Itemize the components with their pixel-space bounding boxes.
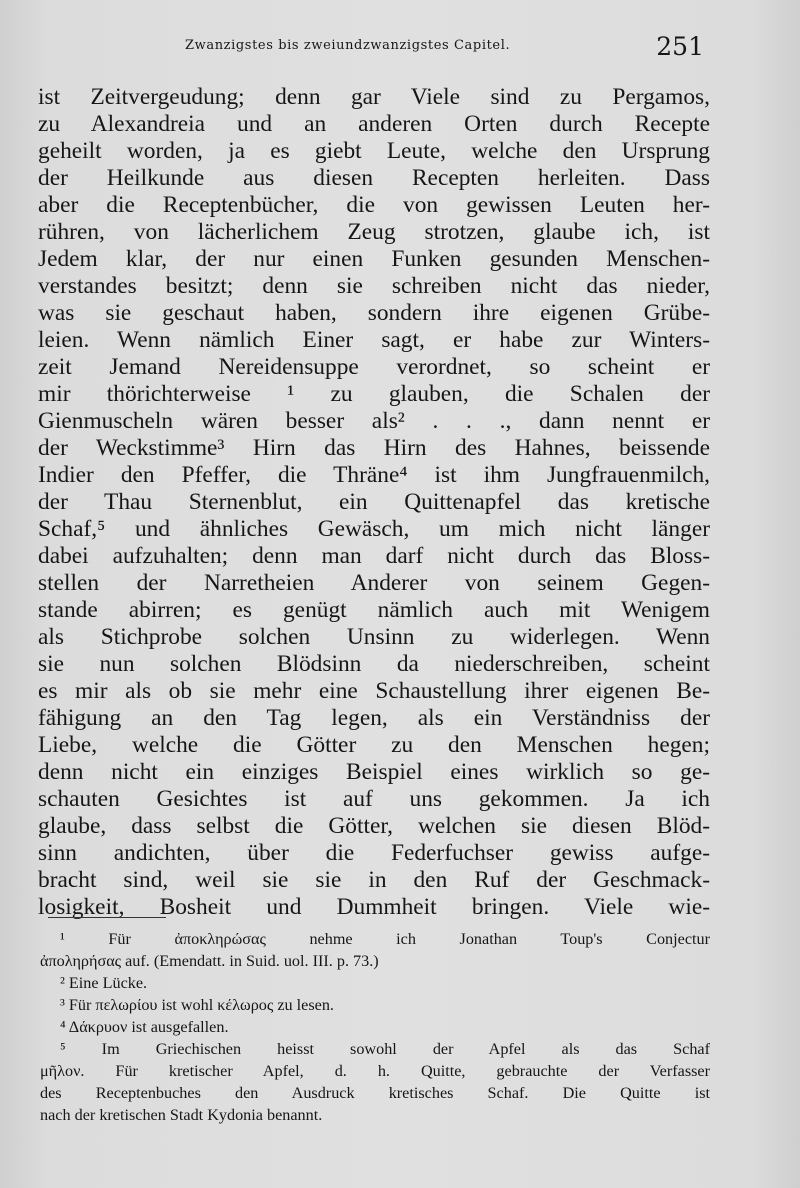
- text-line: schauten Gesichtes ist auf uns gekommen. Ja ich: [38, 786, 710, 812]
- text-line: rühren, von lächerlichem Zeug strotzen, glaube ich, ist: [38, 219, 710, 245]
- text-line: ist Zeitvergeudung; denn gar Viele sind zu Pergamos,: [38, 84, 710, 110]
- footnote-line: nach der kretischen Stadt Kydonia benannt.: [40, 1106, 323, 1124]
- text-line: dabei aufzuhalten; denn man darf nicht durch das Bloss-: [38, 543, 710, 569]
- text-line: Liebe, welche die Götter zu den Menschen hegen;: [38, 732, 710, 758]
- text-line: aber die Receptenbücher, die von gewissen Leuten her-: [38, 192, 710, 218]
- text-line: losigkeit, Bosheit und Dummheit bringen. Viele wie-: [38, 894, 710, 920]
- main-text: [38, 84, 710, 921]
- text-line: sinn andichten, über die Federfuchser gewiss aufge-: [38, 840, 710, 866]
- footnote-line: ¹ Für ἀποκληρώσας nehme ich Jonathan Toup's Conjectur: [60, 930, 710, 948]
- text-line: der Heilkunde aus diesen Recepten herleiten. Dass: [38, 165, 710, 191]
- text-line: zeit Jemand Nereidensuppe verordnet, so scheint er: [38, 354, 710, 380]
- text-line: denn nicht ein einziges Beispiel eines wirklich so ge-: [38, 759, 710, 785]
- footnote-line: ³ Für πελωρίου ist wohl κέλωρος zu lesen.: [60, 996, 334, 1014]
- footnote-separator: [48, 917, 166, 918]
- text-line: Gienmuscheln wären besser als² . . ., dann nennt er: [38, 408, 710, 434]
- footnote-line: ἀποληρήσας auf. (Emendatt. in Suid. uol. III. p. 73.): [40, 952, 379, 970]
- page-header: [40, 32, 712, 66]
- text-line: mir thörichterweise ¹ zu glauben, die Schalen der: [38, 381, 710, 407]
- text-line: sie nun solchen Blödsinn da niederschreiben, scheint: [38, 651, 710, 677]
- footnote-line: ⁵ Im Griechischen heisst sowohl der Apfel als das Schaf: [60, 1040, 710, 1058]
- text-line: Schaf,⁵ und ähnliches Gewäsch, um mich nicht länger: [38, 516, 710, 542]
- text-line: der Thau Sternenblut, ein Quittenapfel das kretische: [38, 489, 710, 515]
- text-line: Indier den Pfeffer, die Thräne⁴ ist ihm Jungfrauenmilch,: [38, 462, 710, 488]
- text-line: was sie geschaut haben, sondern ihre eigenen Grübe-: [38, 300, 710, 326]
- page-number: 251: [656, 32, 704, 61]
- running-title: Zwanzigstes bis zweiundzwanzigstes Capitel.: [185, 38, 511, 53]
- footnote-line: des Receptenbuches den Ausdruck kretisches Schaf. Die Quitte ist: [40, 1084, 710, 1102]
- footnote-line: μῆλον. Für kretischer Apfel, d. h. Quitte, gebrauchte der Verfasser: [40, 1062, 710, 1080]
- footnote-line: ⁴ Δάκρυον ist ausgefallen.: [60, 1018, 229, 1036]
- text-line: verstandes besitzt; denn sie schreiben nicht das nieder,: [38, 273, 710, 299]
- text-line: leien. Wenn nämlich Einer sagt, er habe zur Winters-: [38, 327, 710, 353]
- text-line: stellen der Narretheien Anderer von seinem Gegen-: [38, 570, 710, 596]
- footnote-line: ² Eine Lücke.: [60, 974, 148, 992]
- text-line: fähigung an den Tag legen, als ein Verständniss der: [38, 705, 710, 731]
- text-line: glaube, dass selbst die Götter, welchen sie diesen Blöd-: [38, 813, 710, 839]
- text-line: es mir als ob sie mehr eine Schaustellung ihrer eigenen Be-: [38, 678, 710, 704]
- text-line: der Weckstimme³ Hirn das Hirn des Hahnes, beissende: [38, 435, 710, 461]
- text-line: zu Alexandreia und an anderen Orten durch Recepte: [38, 111, 710, 137]
- footnotes: [40, 928, 710, 1126]
- text-line: stande abirren; es genügt nämlich auch mit Wenigem: [38, 597, 710, 623]
- text-line: geheilt worden, ja es giebt Leute, welche den Ursprung: [38, 138, 710, 164]
- text-line: als Stichprobe solchen Unsinn zu widerlegen. Wenn: [38, 624, 710, 650]
- text-line: Jedem klar, der nur einen Funken gesunden Menschen-: [38, 246, 710, 272]
- text-line: bracht sind, weil sie sie in den Ruf der Geschmack-: [38, 867, 710, 893]
